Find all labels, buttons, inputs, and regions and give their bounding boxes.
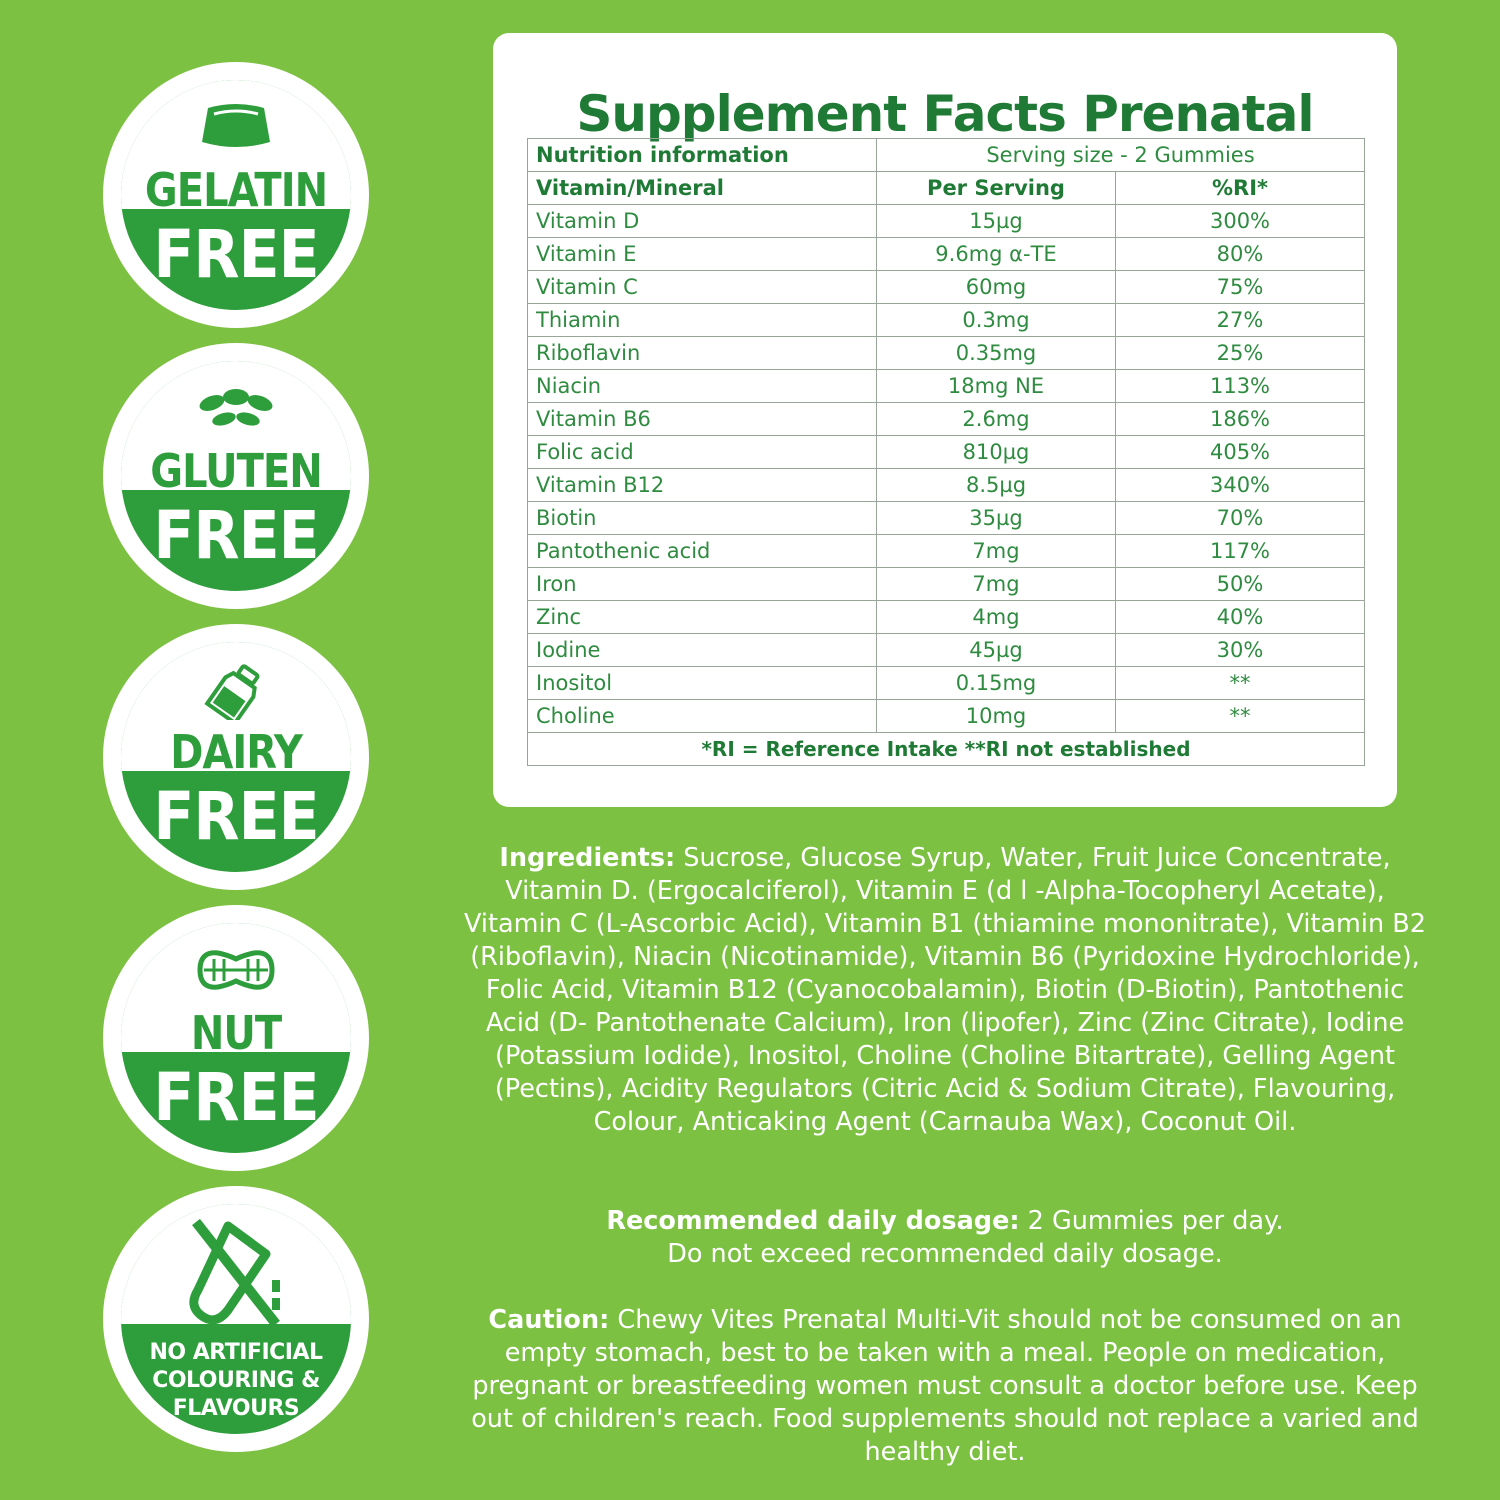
cell: Biotin: [528, 502, 877, 535]
ingredients-text: Sucrose, Glucose Syrup, Water, Fruit Juice Concentrate, Vitamin D. (Ergocalciferol), Vitamin E (d l -Alpha-Tocopheryl Acetate), Vitamin C (L-Ascorbic Acid), Vitamin B1 (thiamine mononitrate), Vitamin B2 (Riboflavin), Niacin (Nicotinamide), Vitamin B6 (Pyridoxine Hydrochloride), Folic Acid, Vitamin B12 (Cyanocobalamin), Biotin (D-Biotin), Pantothenic Acid (D- Pantothenate Calcium), Iron (lipofer), Zinc (Zinc Citrate), Iodine (Potassium Iodide), Inositol, Choline (Choline Bitartrate), Gelling Agent (Pectins), Acidity Regulators (Citric Acid & Sodium Citrate), Flavouring, Colour, Anticaking Agent (Carnauba Wax), Coconut Oil.: [464, 843, 1426, 1137]
supplement-facts-table: [527, 138, 1365, 766]
badge-line2: COLOURING &: [152, 1368, 320, 1393]
table-row: [528, 139, 1365, 172]
ingredients-block: [455, 842, 1435, 1139]
cell: 0.35mg: [877, 337, 1116, 370]
cell: 4mg: [877, 601, 1116, 634]
nut-free-badge: [103, 905, 369, 1171]
table-row: [528, 700, 1365, 733]
cell: Inositol: [528, 667, 877, 700]
table-row: [528, 502, 1365, 535]
table-row: [528, 304, 1365, 337]
peanut-icon: [194, 945, 278, 999]
cell: 300%: [1116, 205, 1365, 238]
dosage-block: [455, 1205, 1435, 1271]
badge-line2: FREE: [153, 216, 319, 294]
caution-label: Caution:: [488, 1305, 610, 1335]
caution-text: Chewy Vites Prenatal Multi-Vit should not be consumed on an empty stomach, best to be taken with a meal. People on medication, pregnant or breastfeeding women must consult a doctor before use. Keep out of children's reach. Food supplements should not replace a varied and healthy diet.: [471, 1305, 1419, 1467]
gummy-icon: [200, 102, 272, 156]
cell: 117%: [1116, 535, 1365, 568]
table-row: [528, 337, 1365, 370]
cell: Vitamin E: [528, 238, 877, 271]
cell: 8.5µg: [877, 469, 1116, 502]
no-test-tube-icon: [176, 1214, 296, 1338]
cell: 10mg: [877, 700, 1116, 733]
table-row: [528, 469, 1365, 502]
cell: **: [1116, 700, 1365, 733]
cell: Pantothenic acid: [528, 535, 877, 568]
no-artificial-badge: [103, 1186, 369, 1452]
table-row: [528, 568, 1365, 601]
badge-line2: FREE: [153, 497, 319, 575]
cell: 35µg: [877, 502, 1116, 535]
table-row: [528, 238, 1365, 271]
cell: **: [1116, 667, 1365, 700]
wheat-icon: [196, 383, 276, 437]
cell: Vitamin C: [528, 271, 877, 304]
dosage-label: Recommended daily dosage:: [606, 1206, 1020, 1236]
cell: 340%: [1116, 469, 1365, 502]
table-row: [528, 271, 1365, 304]
table-row: [528, 535, 1365, 568]
cell: 405%: [1116, 436, 1365, 469]
cell: 0.3mg: [877, 304, 1116, 337]
badge-line1: NUT: [190, 1007, 282, 1061]
card-title: Supplement Facts Prenatal: [576, 85, 1314, 143]
table-row: [528, 667, 1365, 700]
dosage-text: 2 Gummies per day.: [1019, 1206, 1284, 1236]
badge-line1: GLUTEN: [150, 445, 322, 499]
dosage-warning: Do not exceed recommended daily dosage.: [667, 1239, 1223, 1269]
column-header: %RI*: [1116, 172, 1365, 205]
cell: 30%: [1116, 634, 1365, 667]
badge-line3: FLAVOURS: [172, 1396, 300, 1421]
supplement-facts-card: [493, 33, 1397, 807]
cell: Riboflavin: [528, 337, 877, 370]
caution-block: [470, 1304, 1420, 1469]
cell: Niacin: [528, 370, 877, 403]
cell: 7mg: [877, 535, 1116, 568]
table-row: [528, 634, 1365, 667]
cell: 18mg NE: [877, 370, 1116, 403]
cell: 40%: [1116, 601, 1365, 634]
cell: Thiamin: [528, 304, 877, 337]
table-row: [528, 205, 1365, 238]
cell: Folic acid: [528, 436, 877, 469]
cell: 9.6mg α-TE: [877, 238, 1116, 271]
cell: 75%: [1116, 271, 1365, 304]
cell: 810µg: [877, 436, 1116, 469]
cell: 2.6mg: [877, 403, 1116, 436]
cell: Vitamin B12: [528, 469, 877, 502]
cell: 7mg: [877, 568, 1116, 601]
dairy-free-badge: [103, 624, 369, 890]
cell: 27%: [1116, 304, 1365, 337]
table-header-row: [528, 172, 1365, 205]
milk-bottle-icon: [201, 664, 271, 724]
gluten-free-badge: [103, 343, 369, 609]
badge-line2: FREE: [153, 778, 319, 856]
footnote: *RI = Reference Intake **RI not established: [528, 733, 1365, 766]
table-row: [528, 403, 1365, 436]
badge-line1: DAIRY: [170, 726, 302, 780]
badge-line1: GELATIN: [144, 164, 328, 218]
ingredients-label: Ingredients:: [499, 843, 676, 873]
cell: 50%: [1116, 568, 1365, 601]
cell: 15µg: [877, 205, 1116, 238]
cell: 113%: [1116, 370, 1365, 403]
badge-line1: NO ARTIFICIAL: [149, 1340, 323, 1365]
badge-line2: FREE: [153, 1059, 319, 1137]
cell: 186%: [1116, 403, 1365, 436]
cell: Iodine: [528, 634, 877, 667]
cell: 60mg: [877, 271, 1116, 304]
info-label: Nutrition information: [528, 139, 877, 172]
dosage-line: [455, 1205, 1435, 1238]
table-footnote-row: [528, 733, 1365, 766]
serving-size: Serving size - 2 Gummies: [877, 139, 1365, 172]
cell: 45µg: [877, 634, 1116, 667]
cell: Vitamin D: [528, 205, 877, 238]
gelatin-free-badge: [103, 62, 369, 328]
cell: Vitamin B6: [528, 403, 877, 436]
cell: 25%: [1116, 337, 1365, 370]
cell: 80%: [1116, 238, 1365, 271]
column-header: Vitamin/Mineral: [528, 172, 877, 205]
cell: Choline: [528, 700, 877, 733]
table-row: [528, 601, 1365, 634]
cell: 0.15mg: [877, 667, 1116, 700]
cell: Zinc: [528, 601, 877, 634]
cell: Iron: [528, 568, 877, 601]
table-row: [528, 370, 1365, 403]
table-row: [528, 436, 1365, 469]
cell: 70%: [1116, 502, 1365, 535]
column-header: Per Serving: [877, 172, 1116, 205]
